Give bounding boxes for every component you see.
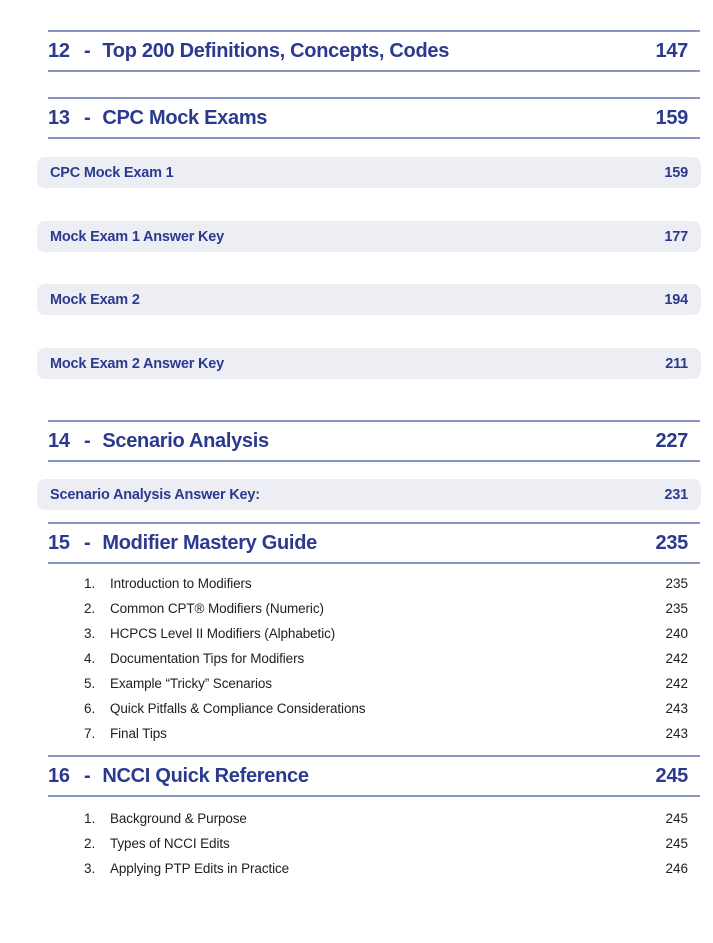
sub-entry-page-number: 235	[665, 601, 688, 616]
chapter-separator: -	[84, 40, 91, 62]
sub-entry-number: 2.	[84, 836, 96, 851]
sub-entry-page-number: 242	[665, 676, 688, 691]
chapter-number: 14	[48, 430, 70, 452]
toc-chapter-entry[interactable]	[48, 97, 700, 139]
sub-entry-title: Final Tips	[110, 726, 167, 741]
sub-entry-title: Common CPT® Modifiers (Numeric)	[110, 601, 324, 616]
toc-highlight-entry[interactable]	[37, 284, 701, 315]
sub-entry-title: Types of NCCI Edits	[110, 836, 230, 851]
chapter-title: NCCI Quick Reference	[102, 765, 309, 787]
toc-highlight-entry[interactable]	[37, 221, 701, 252]
entry-page-number: 231	[664, 486, 688, 503]
toc-sub-entry[interactable]	[48, 671, 688, 696]
sub-entry-page-number: 235	[665, 576, 688, 591]
sub-entry-page-number: 245	[665, 811, 688, 826]
toc-highlight-entry[interactable]	[37, 479, 701, 510]
chapter-title: Scenario Analysis	[102, 430, 269, 452]
chapter-title: CPC Mock Exams	[102, 107, 268, 129]
toc-highlight-entry[interactable]	[37, 348, 701, 379]
entry-title: CPC Mock Exam 1	[50, 164, 174, 181]
sub-entry-number: 1.	[84, 576, 96, 591]
sub-entry-title: Background & Purpose	[110, 811, 247, 826]
sub-entry-number: 1.	[84, 811, 96, 826]
sub-entry-title: Documentation Tips for Modifiers	[110, 651, 305, 666]
chapter-separator: -	[84, 532, 91, 554]
sub-entry-title: Introduction to Modifiers	[110, 576, 252, 591]
sub-entry-number: 7.	[84, 726, 96, 741]
toc-sub-entry[interactable]	[48, 621, 688, 646]
toc-chapter-entry[interactable]	[48, 30, 700, 72]
toc-sub-entry[interactable]	[48, 696, 688, 721]
entry-title: Scenario Analysis Answer Key:	[50, 486, 260, 503]
chapter-page-number: 227	[655, 430, 688, 452]
chapter-separator: -	[84, 765, 91, 787]
chapter-page-number: 147	[655, 40, 688, 62]
toc-chapter-entry[interactable]	[48, 755, 700, 797]
toc-sub-entry[interactable]	[48, 831, 688, 856]
sub-entry-number: 6.	[84, 701, 96, 716]
sub-entry-page-number: 243	[665, 701, 688, 716]
toc-sub-entry[interactable]	[48, 856, 688, 881]
toc-sub-entry[interactable]	[48, 571, 688, 596]
sub-entry-page-number: 242	[665, 651, 688, 666]
sub-entry-title: Applying PTP Edits in Practice	[110, 861, 290, 876]
sub-entry-title: Example “Tricky” Scenarios	[110, 676, 272, 691]
entry-page-number: 211	[665, 355, 688, 372]
chapter-number: 15	[48, 532, 70, 554]
sub-entry-title: HCPCS Level II Modifiers (Alphabetic)	[110, 626, 336, 641]
table-of-contents	[0, 30, 713, 881]
chapter-separator: -	[84, 430, 91, 452]
toc-sub-entry[interactable]	[48, 646, 688, 671]
entry-title: Mock Exam 2 Answer Key	[50, 355, 224, 372]
sub-entry-page-number: 240	[665, 626, 688, 641]
sub-entry-page-number: 246	[665, 861, 688, 876]
entry-title: Mock Exam 1 Answer Key	[50, 228, 224, 245]
chapter-number: 16	[48, 765, 70, 787]
chapter-number: 13	[48, 107, 70, 129]
toc-sub-entry[interactable]	[48, 806, 688, 831]
chapter-page-number: 159	[655, 107, 688, 129]
toc-sub-entry[interactable]	[48, 721, 688, 746]
chapter-page-number: 235	[655, 532, 688, 554]
chapter-number: 12	[48, 40, 70, 62]
toc-chapter-entry[interactable]	[48, 420, 700, 462]
entry-title: Mock Exam 2	[50, 291, 140, 308]
sub-entry-number: 3.	[84, 861, 96, 876]
sub-entry-number: 4.	[84, 651, 96, 666]
toc-sub-entry[interactable]	[48, 596, 688, 621]
sub-entry-page-number: 243	[665, 726, 688, 741]
entry-page-number: 194	[664, 291, 688, 308]
entry-page-number: 159	[664, 164, 688, 181]
chapter-title: Top 200 Definitions, Concepts, Codes	[102, 40, 450, 62]
sub-entry-number: 5.	[84, 676, 96, 691]
sub-entry-number: 2.	[84, 601, 96, 616]
sub-entry-title: Quick Pitfalls & Compliance Considerations	[110, 701, 366, 716]
sub-entry-number: 3.	[84, 626, 96, 641]
entry-page-number: 177	[664, 228, 688, 245]
toc-highlight-entry[interactable]	[37, 157, 701, 188]
sub-entry-page-number: 245	[665, 836, 688, 851]
toc-chapter-entry[interactable]	[48, 522, 700, 564]
chapter-title: Modifier Mastery Guide	[102, 532, 317, 554]
chapter-page-number: 245	[655, 765, 688, 787]
chapter-separator: -	[84, 107, 91, 129]
